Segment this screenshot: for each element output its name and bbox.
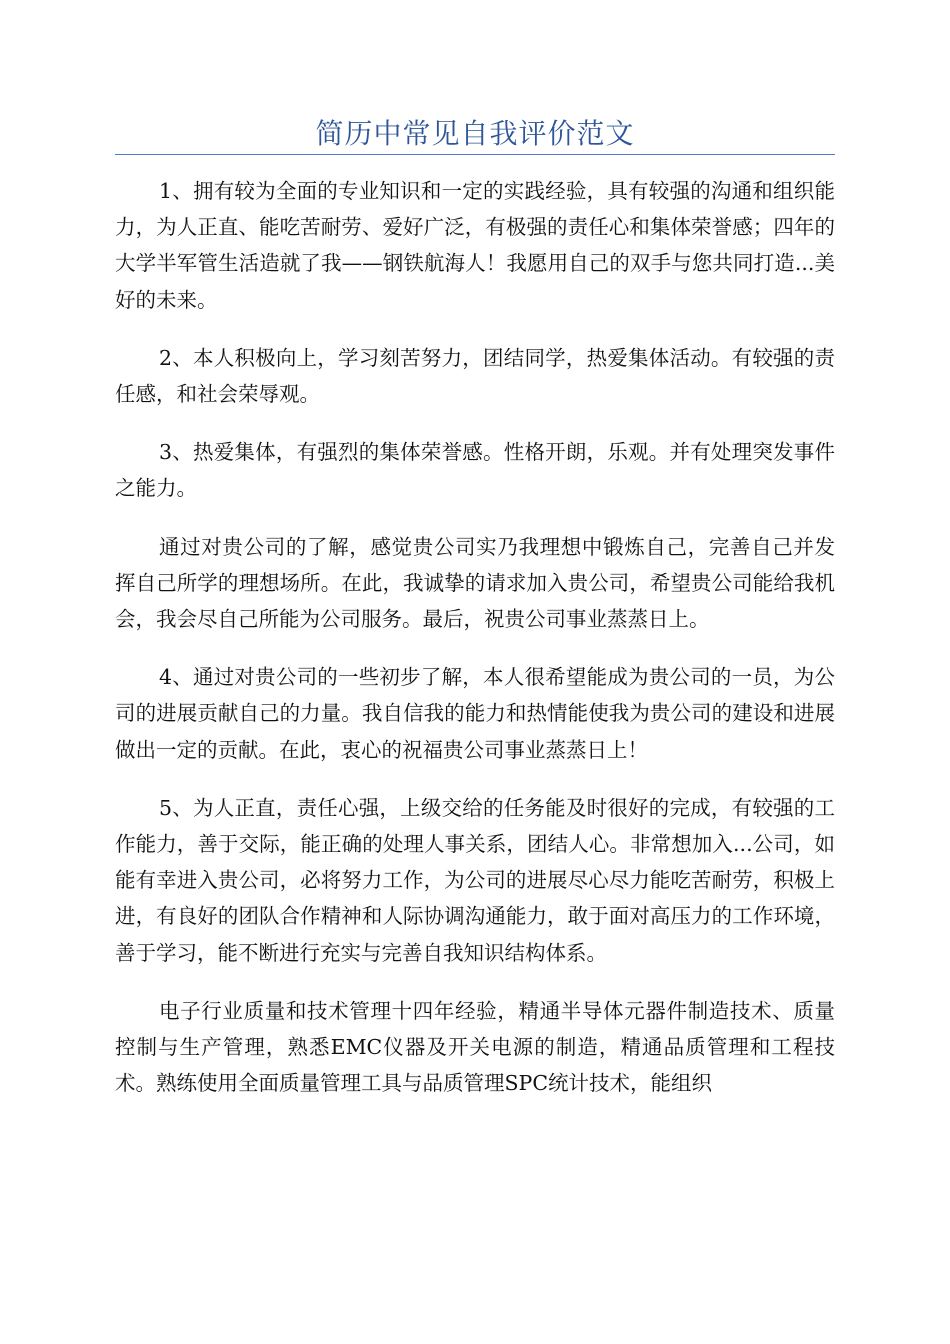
paragraph-3: 3、热爱集体，有强烈的集体荣誉感。性格开朗，乐观。并有处理突发事件之能力。	[115, 440, 835, 501]
document-body	[115, 173, 835, 1123]
paragraph-7: 电子行业质量和技术管理十四年经验，精通半导体元器件制造技术、质量控制与生产管理，熟悉EMC仪器及开关电源的制造，精通品质管理和工程技术。熟练使用全面质量管理工具与品质管理SPC统计技术，能组织	[115, 998, 835, 1096]
paragraph-2: 2、本人积极向上，学习刻苦努力，团结同学，热爱集体活动。有较强的责任感，和社会荣辱观。	[115, 345, 835, 407]
paragraph-5: 4、通过对贵公司的一些初步了解，本人很希望能成为贵公司的一员，为公司的进展贡献自己的力量。我自信我的能力和热情能使我为贵公司的建设和进展做出一定的贡献。在此，衷心的祝福贵公司事业蒸蒸日上！	[115, 665, 835, 762]
document-title: 简历中常见自我评价范文	[315, 117, 635, 150]
title-underline	[115, 154, 835, 155]
paragraph-4: 通过对贵公司的了解，感觉贵公司实乃我理想中锻炼自己，完善自己并发挥自己所学的理想场所。在此，我诚挚的请求加入贵公司，希望贵公司能给我机会，我会尽自己所能为公司服务。最后，祝贵公司事业蒸蒸日上。	[115, 534, 835, 632]
paragraph-6: 5、为人正直，责任心强，上级交给的任务能及时很好的完成，有较强的工作能力，善于交际，能正确的处理人事关系，团结人心。非常想加入...公司，如能有幸进入贵公司，必将努力工作，为公司的进展尽心尽力能吃苦耐劳，积极上进，有良好的团队合作精神和人际协调沟通能力，敢于面对高压力的工作环境，善于学习，能不断进行充实与完善自我知识结构体系。	[115, 795, 835, 965]
paragraph-1: 1、拥有较为全面的专业知识和一定的实践经验，具有较强的沟通和组织能力，为人正直、能吃苦耐劳、爱好广泛，有极强的责任心和集体荣誉感；四年的大学半军管生活造就了我——钢铁航海人！我愿用自己的双手与您共同打造...美好的未来。	[115, 179, 835, 312]
